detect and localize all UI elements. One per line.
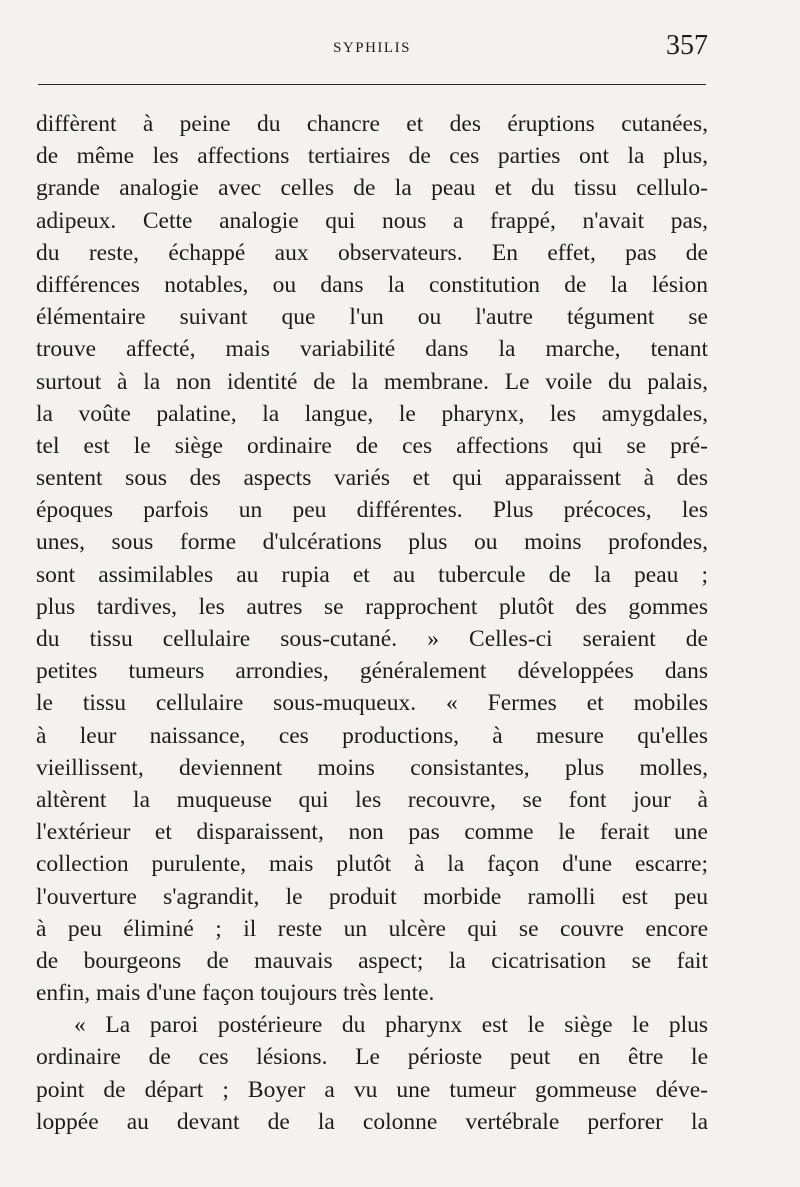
text-line: unes, sous forme d'ulcérations plus ou moins profondes, [36,529,708,556]
text-line: point de départ ; Boyer a vu une tumeur gommeuse déve- [36,1076,708,1103]
text-line: de même les affections tertiaires de ces parties ont la plus, [36,143,708,170]
text-line: à leur naissance, ces productions, à mesure qu'elles [36,722,708,749]
text-line: diffèrent à peine du chancre et des éruptions cutanées, [36,111,708,137]
running-head [36,30,708,70]
text-line: le tissu cellulaire sous-muqueux. « Fermes et mobiles [36,690,708,717]
text-line: du tissu cellulaire sous-cutané. » Celles-ci seraient de [36,626,708,652]
text-line: l'extérieur et disparaissent, non pas comme le ferait une [36,819,708,846]
text-line: grande analogie avec celles de la peau et du tissu cellulo- [36,175,708,202]
text-line: sont assimilables au rupia et au tubercule de la peau ; [36,561,708,588]
running-title: SYPHILIS [333,40,411,56]
text-line: collection purulente, mais plutôt à la façon d'une escarre; [36,851,708,878]
text-line: loppée au devant de la colonne vertébrale perforer la [36,1108,708,1135]
text-line: petites tumeurs arrondies, généralement développées dans [36,658,708,685]
text-line: du reste, échappé aux observateurs. En effet, pas de [36,239,708,266]
text-line: ordinaire de ces lésions. Le périoste peut en être le [36,1044,708,1071]
text-line: tel est le siège ordinaire de ces affections qui se pré- [36,432,708,459]
text-line: la voûte palatine, la langue, le pharynx, les amygdales, [36,400,708,427]
text-line: époques parfois un peu différentes. Plus précoces, les [36,497,708,524]
text-line-paragraph-start: « La paroi postérieure du pharynx est le siège le plus [74,1012,708,1039]
text-line: sentent sous des aspects variés et qui apparaissent à des [36,465,708,492]
text-line: élémentaire suivant que l'un ou l'autre tégument se [36,304,708,331]
text-line: à peu éliminé ; il reste un ulcère qui se couvre encore [36,915,708,942]
text-line: différences notables, ou dans la constitution de la lésion [36,271,708,298]
text-line: surtout à la non identité de la membrane. Le voile du palais, [36,368,708,395]
page-number: 357 [666,30,708,61]
text-line-paragraph-end: enfin, mais d'une façon toujours très lente. [36,980,435,1007]
text-line: trouve affecté, mais variabilité dans la marche, tenant [36,336,708,363]
body-text [36,108,708,1138]
text-line: de bourgeons de mauvais aspect; la cicatrisation se fait [36,947,708,974]
header-rule [38,84,706,85]
text-line: altèrent la muqueuse qui les recouvre, se font jour à [36,786,708,813]
text-line: l'ouverture s'agrandit, le produit morbide ramolli est peu [36,883,708,910]
text-line: plus tardives, les autres se rapprochent plutôt des gommes [36,593,708,620]
text-line: adipeux. Cette analogie qui nous a frappé, n'avait pas, [36,207,708,234]
text-line: vieillissent, deviennent moins consistantes, plus molles, [36,754,708,781]
